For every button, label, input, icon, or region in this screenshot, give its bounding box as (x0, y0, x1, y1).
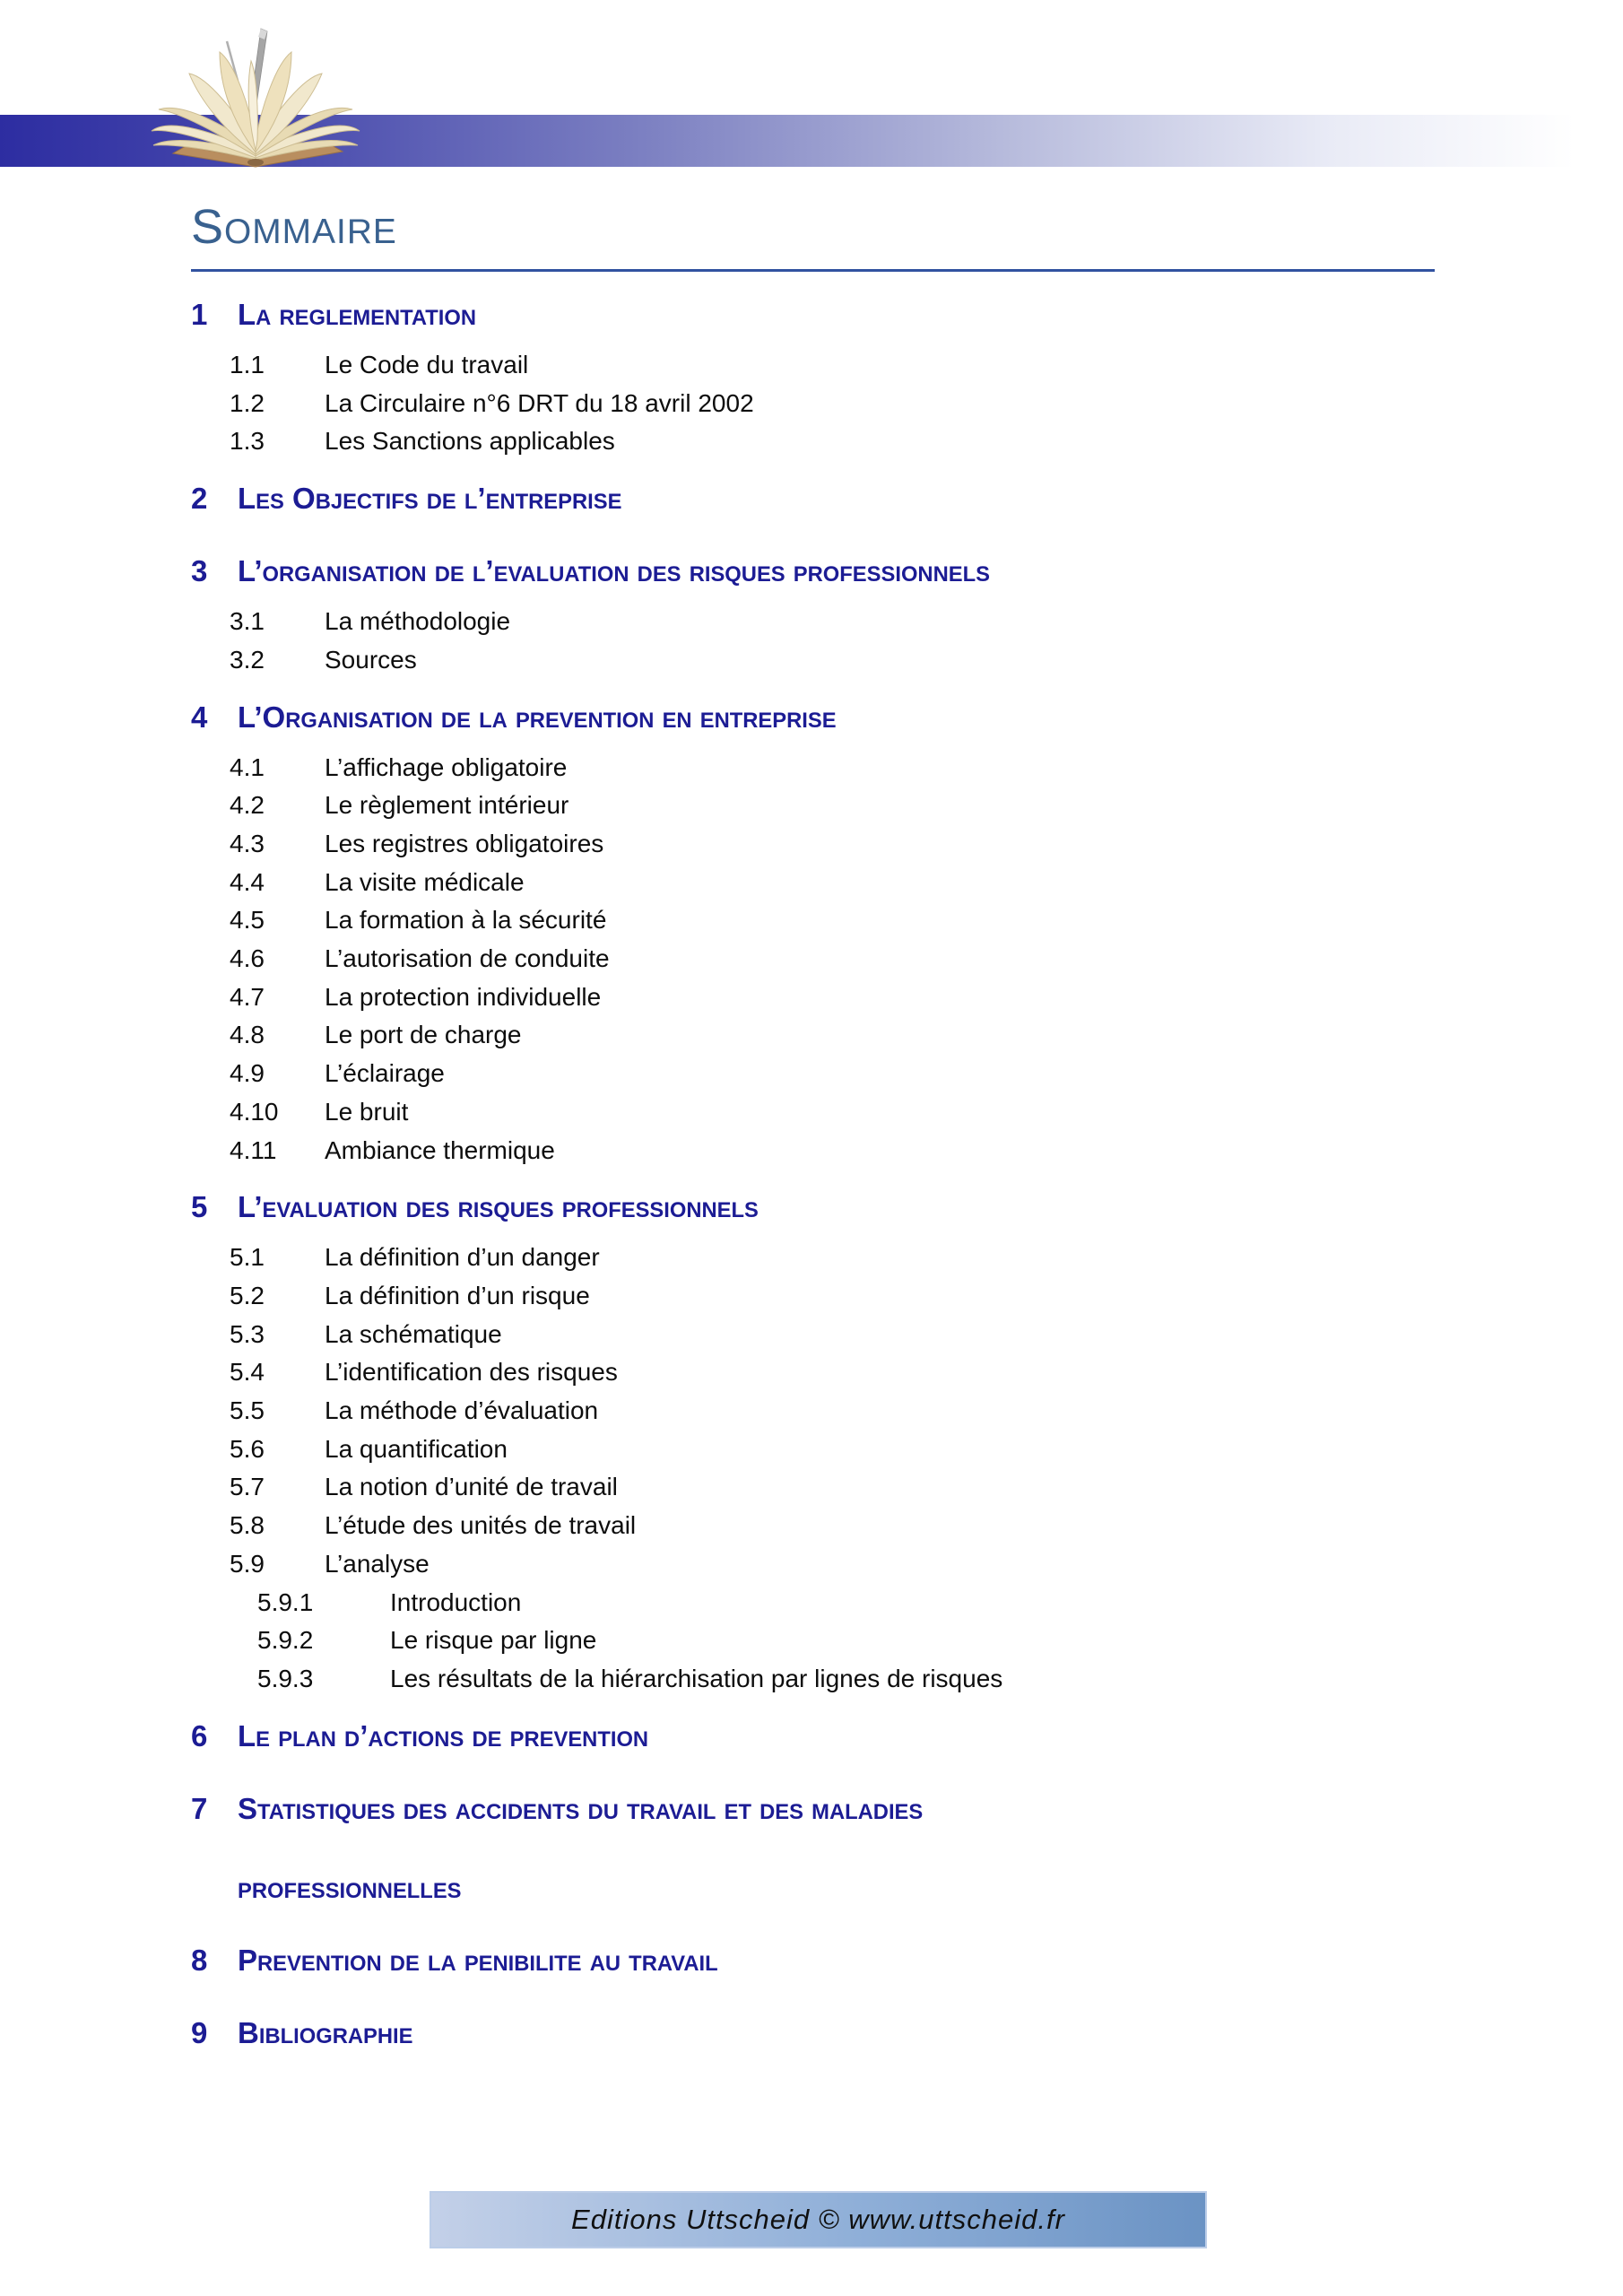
entry-label: Sources (325, 645, 417, 674)
toc-section-4 (191, 698, 1444, 741)
toc-entry-5-1 (191, 1239, 1444, 1277)
toc-entry-4-7 (191, 978, 1444, 1017)
entry-label: L’éclairage (325, 1059, 445, 1088)
entry-label: Les registres obligatoires (325, 829, 604, 857)
section-label-line-2: PROFESSIONNELLES (238, 1878, 462, 1903)
toc-entry-4-3 (191, 825, 1444, 864)
toc-section-7 (191, 1789, 1444, 1911)
toc-entry-4-5 (191, 901, 1444, 940)
entry-label: Les résultats de la hiérarchisation par lignes de risques (390, 1664, 1003, 1692)
section-label: LA REGLEMENTATION (238, 298, 477, 331)
toc-entry-4-6 (191, 940, 1444, 978)
entry-label: La méthodologie (325, 607, 511, 636)
section-label (238, 1789, 923, 1911)
entry-label: La protection individuelle (325, 982, 602, 1011)
entry-number: 5.2 (230, 1281, 265, 1309)
footer-text: Editions Uttscheid © www.uttscheid.fr (571, 2204, 1065, 2235)
entry-number: 3.2 (230, 645, 265, 674)
toc-entry-1-2 (191, 385, 1444, 423)
entry-label: Le risque par ligne (390, 1626, 597, 1655)
entry-number: 1.2 (230, 388, 265, 417)
toc-section-9 (191, 2013, 1444, 2057)
entry-number: 5.7 (230, 1473, 265, 1501)
entry-label: La formation à la sécurité (325, 906, 607, 935)
entry-number: 5.8 (230, 1511, 265, 1540)
entry-label: La Circulaire n°6 DRT du 18 avril 2002 (325, 388, 754, 417)
section-number: 9 (191, 2015, 208, 2049)
entry-number: 5.9.2 (257, 1626, 314, 1655)
entry-number: 4.10 (230, 1097, 279, 1126)
toc-entry-3-2 (191, 641, 1444, 680)
entry-label: L’étude des unités de travail (325, 1511, 637, 1540)
entry-number: 1.3 (230, 427, 265, 456)
entry-label: La méthode d’évaluation (325, 1396, 599, 1425)
entry-number: 5.4 (230, 1358, 265, 1387)
toc-section-3 (191, 552, 1444, 595)
toc-entry-5-9 (191, 1545, 1444, 1584)
section-label: LES OBJECTIFS DE L’ENTREPRISE (238, 482, 622, 516)
section-label: BIBLIOGRAPHIE (238, 2015, 413, 2049)
entry-number: 4.11 (230, 1135, 277, 1164)
entry-number: 4.2 (230, 791, 265, 820)
entry-label: La notion d’unité de travail (325, 1473, 618, 1501)
main-content (191, 199, 1444, 2065)
entry-label: Le règlement intérieur (325, 791, 569, 820)
entry-number: 4.7 (230, 982, 265, 1011)
section-number: 7 (191, 1791, 208, 1825)
entry-number: 1.1 (230, 351, 265, 378)
toc-entry-5-8 (191, 1507, 1444, 1545)
entry-label: La visite médicale (325, 867, 525, 896)
entry-number: 4.5 (230, 906, 265, 935)
entry-label: La définition d’un danger (325, 1243, 600, 1272)
section-label: PREVENTION DE LA PENIBILITE AU TRAVAIL (238, 1943, 718, 1977)
entry-number: 4.9 (230, 1059, 265, 1088)
title-underline (191, 269, 1435, 272)
entry-number: 4.4 (230, 867, 265, 896)
toc-entry-5-3 (191, 1316, 1444, 1354)
section-number: 2 (191, 482, 208, 516)
section-label-line-1: STATISTIQUES DES ACCIDENTS DU TRAVAIL ET DES MALADIES (238, 1791, 924, 1825)
open-book-image (121, 27, 363, 170)
entry-label: Les Sanctions applicables (325, 427, 615, 456)
section-label: L’ORGANISATION DE LA PREVENTION EN ENTREPRISE (238, 700, 837, 734)
entry-label: La quantification (325, 1434, 508, 1463)
entry-number: 5.3 (230, 1319, 265, 1348)
entry-number: 5.6 (230, 1434, 265, 1463)
toc-entry-5-5 (191, 1392, 1444, 1431)
entry-number: 5.1 (230, 1243, 265, 1272)
footer-banner (430, 2191, 1207, 2248)
toc-entry-5-2 (191, 1277, 1444, 1316)
entry-label: L’affichage obligatoire (325, 752, 568, 781)
entry-label: L’analyse (325, 1549, 430, 1578)
entry-label: Le Code du travail (325, 351, 529, 378)
section-number: 1 (191, 298, 208, 331)
entry-number: 4.6 (230, 944, 265, 973)
section-label: LE PLAN D’ACTIONS DE PREVENTION (238, 1718, 649, 1752)
toc-entry-5-7 (191, 1468, 1444, 1507)
entry-number: 3.1 (230, 607, 265, 636)
section-number: 8 (191, 1943, 208, 1977)
toc-entry-5-9-2 (191, 1622, 1444, 1660)
toc-entry-5-6 (191, 1431, 1444, 1469)
toc-entry-4-8 (191, 1016, 1444, 1055)
toc-entry-4-4 (191, 864, 1444, 902)
page-title: SOMMAIRE (191, 200, 397, 254)
toc-entry-1-3 (191, 422, 1444, 461)
entry-label: Le bruit (325, 1097, 409, 1126)
entry-label: Introduction (390, 1587, 522, 1616)
entry-label: Ambiance thermique (325, 1135, 555, 1164)
toc-entry-4-10 (191, 1093, 1444, 1132)
entry-number: 5.9.3 (257, 1664, 314, 1692)
entry-number: 5.9 (230, 1549, 265, 1578)
section-number: 5 (191, 1190, 208, 1224)
section-number: 6 (191, 1718, 208, 1752)
entry-label: La schématique (325, 1319, 502, 1348)
table-of-contents (191, 295, 1444, 2057)
toc-entry-4-2 (191, 787, 1444, 825)
entry-number: 4.8 (230, 1021, 265, 1049)
entry-number: 5.5 (230, 1396, 265, 1425)
entry-label: Le port de charge (325, 1021, 522, 1049)
toc-entry-4-11 (191, 1132, 1444, 1170)
entry-label: L’autorisation de conduite (325, 944, 610, 973)
toc-entry-5-9-3 (191, 1660, 1444, 1699)
toc-entry-5-9-1 (191, 1584, 1444, 1622)
open-book-icon (121, 27, 363, 170)
toc-section-8 (191, 1941, 1444, 1984)
section-label: L’EVALUATION DES RISQUES PROFESSIONNELS (238, 1190, 759, 1224)
entry-label: L’identification des risques (325, 1358, 618, 1387)
toc-section-6 (191, 1717, 1444, 1760)
section-number: 3 (191, 554, 208, 588)
toc-entry-4-9 (191, 1055, 1444, 1093)
section-label: L’ORGANISATION DE L’EVALUATION DES RISQUES PROFESSIONNELS (238, 554, 990, 588)
toc-entry-3-1 (191, 603, 1444, 641)
entry-number: 4.3 (230, 829, 265, 857)
section-number: 4 (191, 700, 208, 734)
toc-entry-1-1 (191, 346, 1444, 385)
entry-label: La définition d’un risque (325, 1281, 590, 1309)
toc-section-2 (191, 479, 1444, 522)
entry-number: 4.1 (230, 752, 265, 781)
entry-number: 5.9.1 (257, 1587, 314, 1616)
toc-section-5 (191, 1187, 1444, 1231)
toc-section-1 (191, 295, 1444, 338)
toc-entry-4-1 (191, 749, 1444, 787)
toc-entry-5-4 (191, 1353, 1444, 1392)
